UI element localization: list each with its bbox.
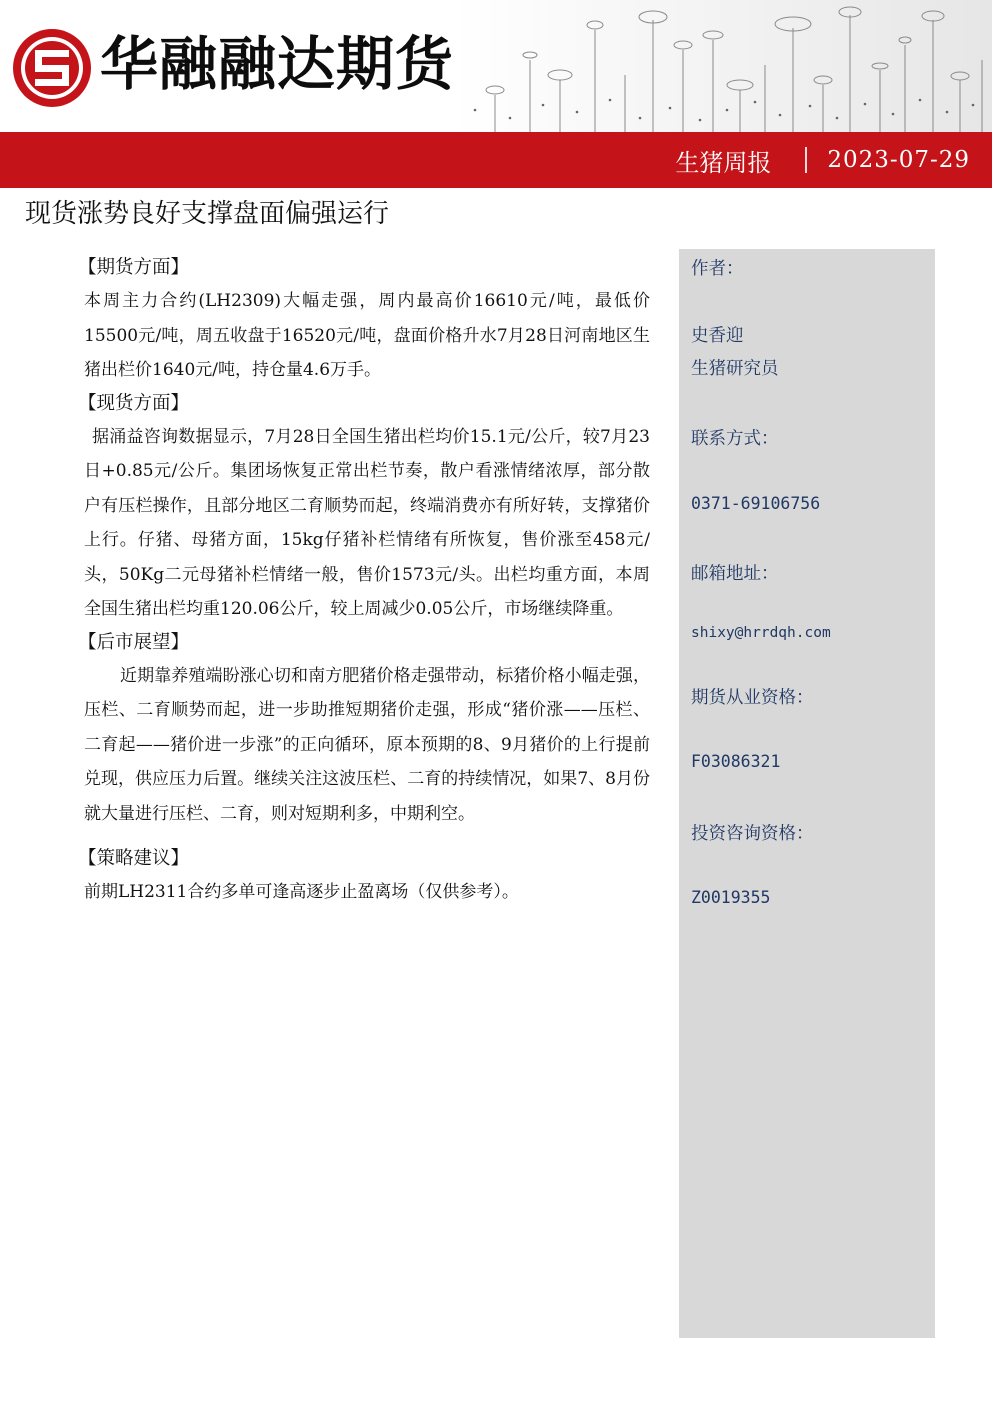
company-logo-icon bbox=[11, 27, 93, 109]
header-report-info bbox=[675, 132, 970, 188]
section-heading-spot: 【现货方面】 bbox=[78, 392, 190, 414]
contact-phone: 0371-69106756 bbox=[691, 494, 821, 513]
author-label: 作者： bbox=[691, 259, 744, 279]
main-content bbox=[78, 252, 650, 910]
section-gap bbox=[84, 831, 650, 843]
section-heading-strategy: 【策略建议】 bbox=[78, 848, 190, 869]
section-heading-futures: 【期货方面】 bbox=[78, 257, 190, 278]
header-decoration-graphic bbox=[455, 0, 992, 135]
section-text-strategy: 前期LH2311合约多单可逢高逐步止盈离场（仅供参考）。 bbox=[84, 882, 519, 902]
section-text-futures: 本周主力合约(LH2309)大幅走强，周内最高价16610元/吨，最低价15500元/吨，周五收盘于16520元/吨，盘面价格升水7月28日河南地区生猪出栏价1640元/吨，持仓量4.6万手。 bbox=[84, 291, 650, 380]
company-name: 华融融达期货 bbox=[100, 30, 455, 98]
section-text-spot: 据涌益咨询数据显示，7月28日全国生猪出栏均价15.1元/公斤，较7月23日+0.85元/公斤。集团场恢复正常出栏节奏，散户看涨情绪浓厚，部分散户有压栏操作，且部分地区二育顺势而起，终端消费亦有所好转，支撑猪价上行。仔猪、母猪方面，15kg仔猪补栏情绪有所恢复，售价涨至458元/头，50Kg二元母猪补栏情绪一般，售价1573元/头。出栏均重方面，本周全国生猪出栏均重120.06公斤，较上周减少0.05公斤，市场继续降重。 bbox=[84, 426, 650, 619]
email-address[interactable]: shixy@hrrdqh.com bbox=[691, 625, 831, 641]
investment-qualification-number: Z0019355 bbox=[691, 888, 771, 907]
futures-qualification-label: 期货从业资格： bbox=[691, 688, 814, 708]
contact-label: 联系方式： bbox=[691, 429, 779, 449]
report-title: 现货涨势良好支撑盘面偏强运行 bbox=[25, 199, 390, 229]
author-sidebar bbox=[679, 249, 935, 1338]
investment-qualification-label: 投资咨询资格： bbox=[691, 824, 814, 844]
author-title: 生猪研究员 bbox=[691, 359, 779, 379]
report-type: 生猪周报 bbox=[675, 148, 772, 177]
header-divider bbox=[805, 147, 807, 173]
author-name: 史香迎 bbox=[691, 326, 744, 346]
futures-qualification-number: F03086321 bbox=[691, 752, 781, 771]
report-header bbox=[0, 0, 992, 190]
report-date: 2023-07-29 bbox=[827, 147, 970, 173]
email-label: 邮箱地址： bbox=[691, 564, 779, 584]
section-text-outlook: 近期靠养殖端盼涨心切和南方肥猪价格走强带动，标猪价格小幅走强，压栏、二育顺势而起，进一步助推短期猪价走强，形成“猪价涨——压栏、二育起——猪价进一步涨”的正向循环，原本预期的8、9月猪价的上行提前兑现，供应压力后置。继续关注这波压栏、二育的持续情况，如果7、8月份就大量进行压栏、二育，则对短期利多，中期利空。 bbox=[84, 665, 650, 824]
section-heading-outlook: 【后市展望】 bbox=[78, 631, 190, 653]
